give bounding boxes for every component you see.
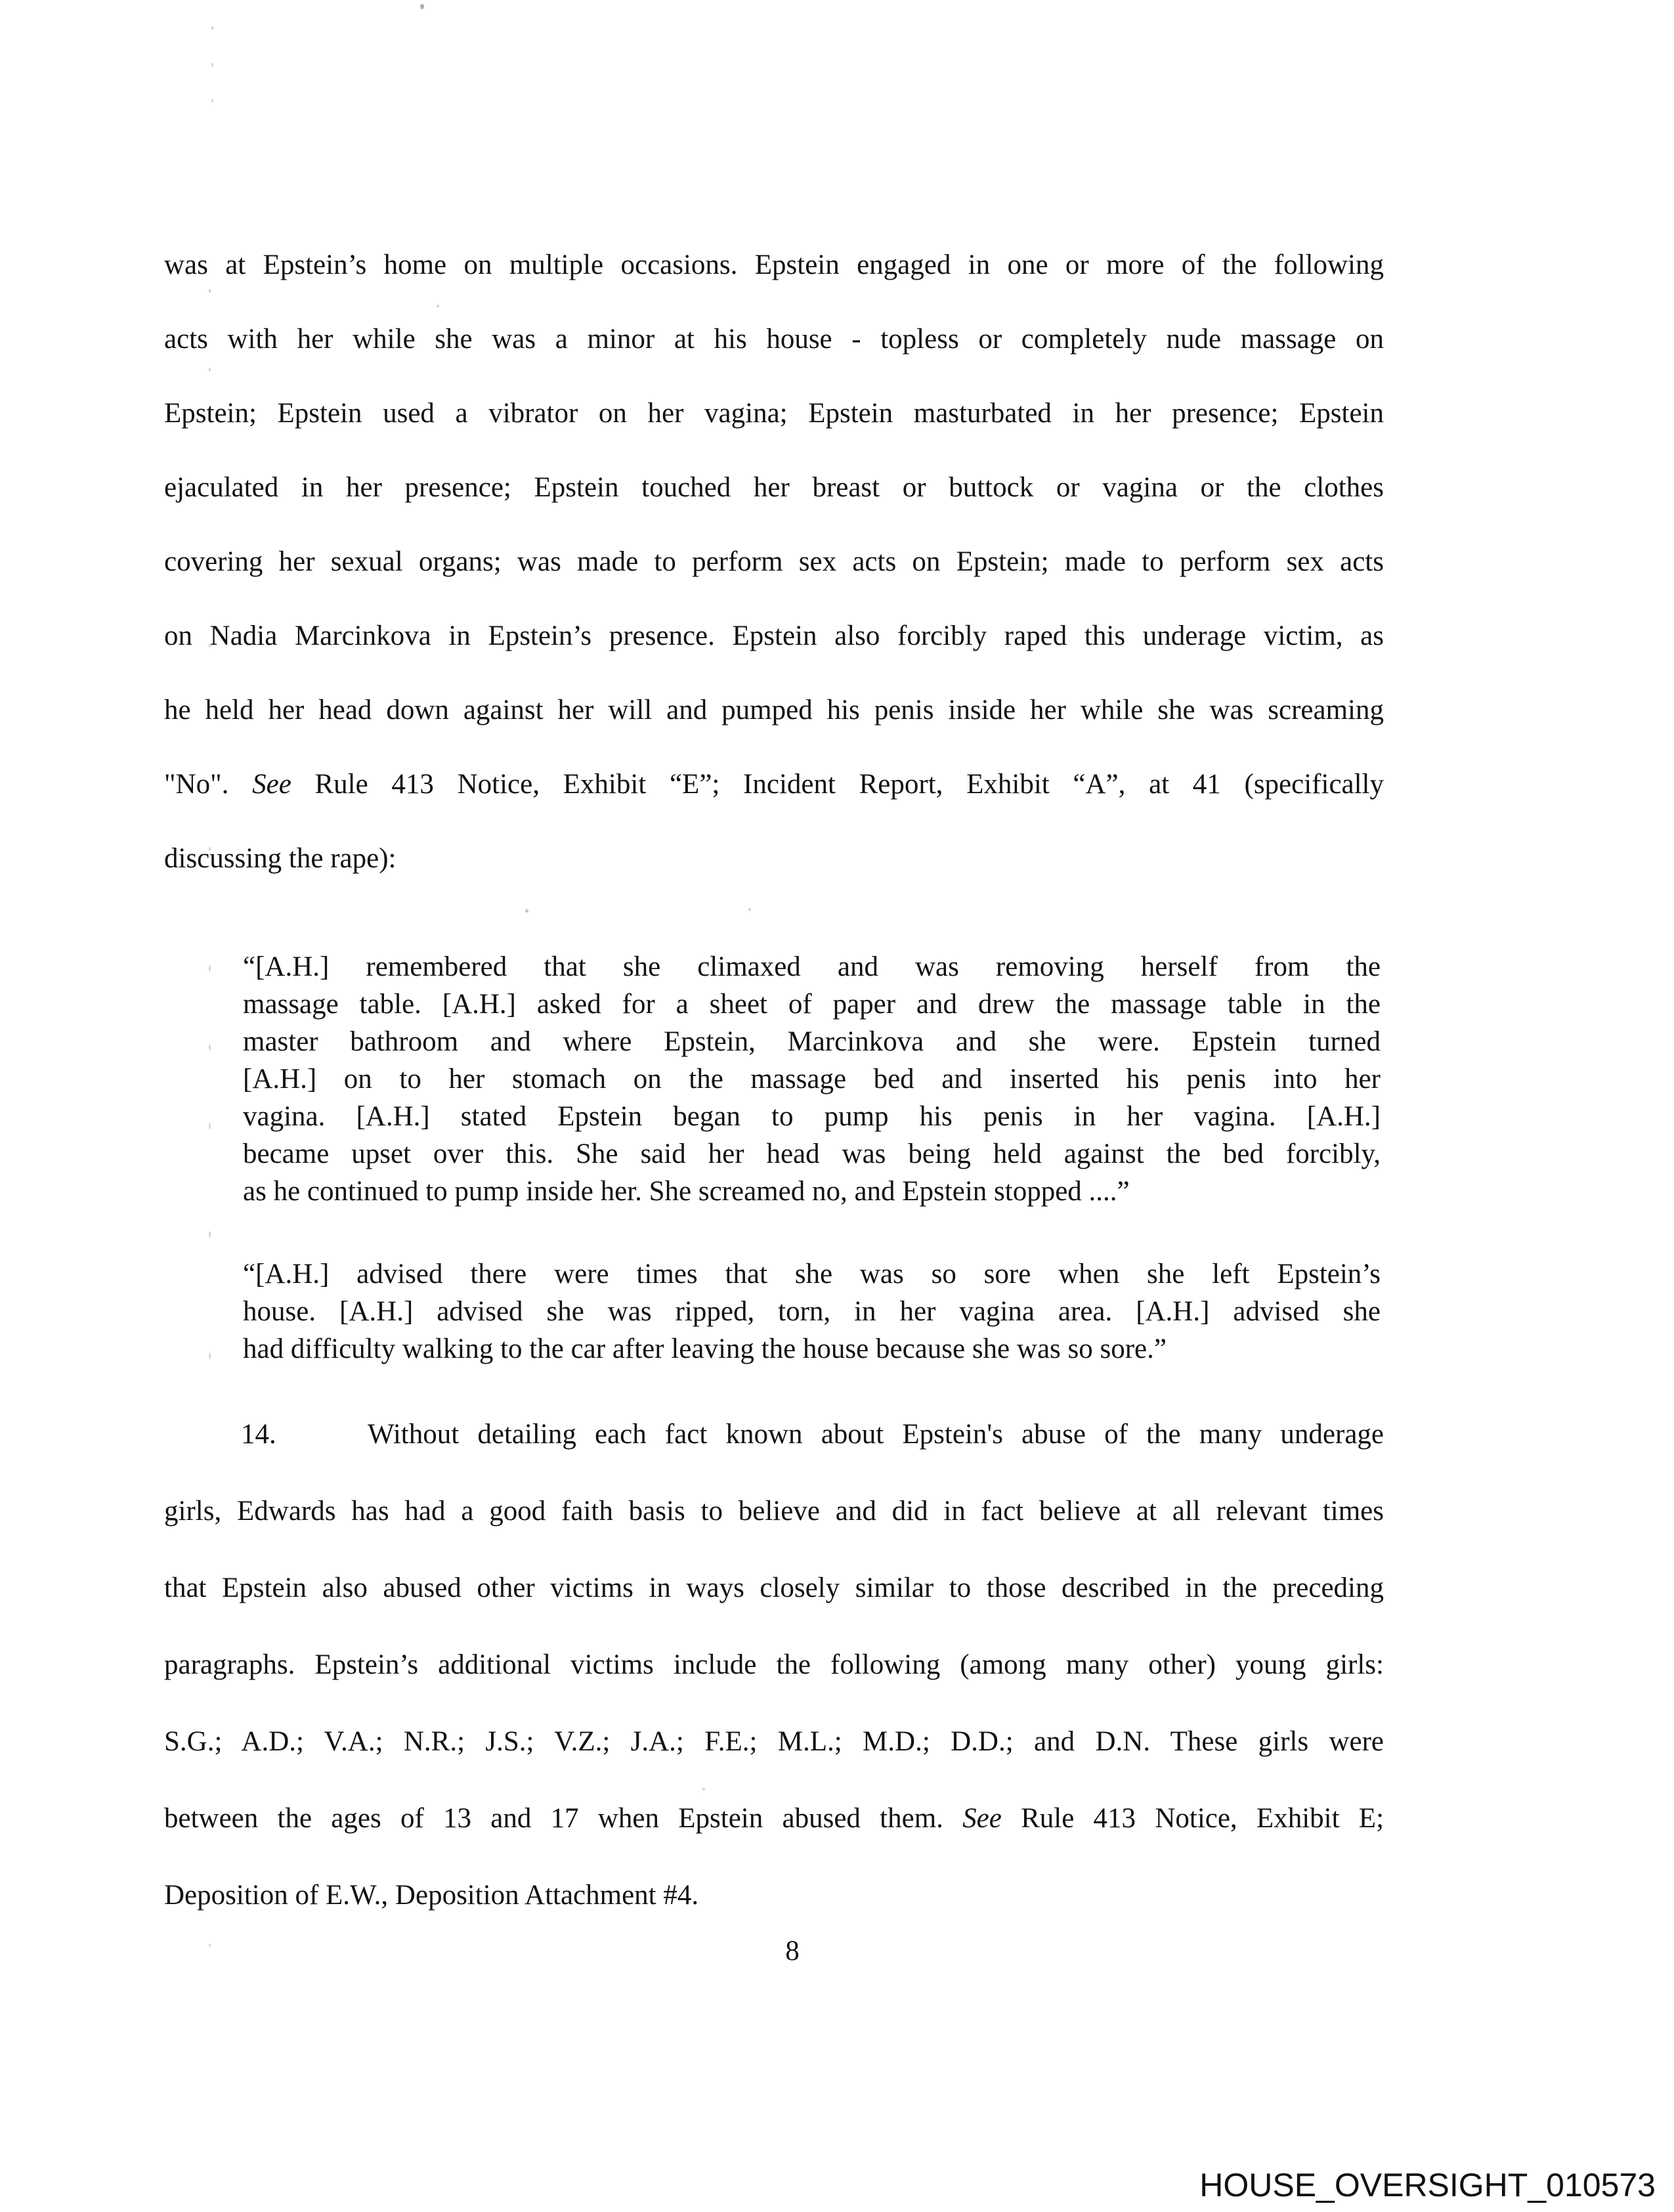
quote-line: “[A.H.] remembered that she climaxed and was removing herself from the [243, 951, 1381, 982]
text-line: he held her head down against her will and pumped his penis inside her while she was screaming [164, 695, 1384, 726]
page-number: 8 [785, 1936, 800, 1966]
quote-line: house. [A.H.] advised she was ripped, torn, in her vagina area. [A.H.] advised she [243, 1296, 1381, 1327]
citation-line [164, 747, 1384, 821]
scan-artifact [209, 965, 211, 972]
quote-line: had difficulty walking to the car after leaving the house because she was so sore.” [243, 1334, 1167, 1364]
paragraph-14-first-line [164, 1396, 1384, 1473]
text-line: on Nadia Marcinkova in Epstein’s presence. Epstein also forcibly raped this underage victim, as [164, 620, 1384, 651]
scan-artifact [211, 62, 213, 67]
text-line: discussing the rape): [164, 843, 397, 874]
scan-artifact [209, 1231, 211, 1238]
scan-artifact [211, 98, 213, 102]
blockquote-incident-report-1 [243, 948, 1381, 1210]
text-line: girls, Edwards has had a good faith basis to believe and did in fact believe at all relevant times [164, 1496, 1384, 1527]
text-line: Deposition of E.W., Deposition Attachment #4. [164, 1880, 699, 1911]
citation-rest: Rule 413 Notice, Exhibit E; [1021, 1803, 1384, 1834]
scan-artifact [209, 1123, 211, 1129]
text-line: covering her sexual organs; was made to perform sex acts on Epstein; made to perform sex acts [164, 546, 1384, 577]
scan-artifact [209, 1353, 211, 1359]
citation-line [164, 1780, 1384, 1857]
scan-artifact [420, 4, 424, 9]
citation-prefix: between the ages of 13 and 17 when Epstein abused them. [164, 1803, 943, 1834]
scan-artifact [209, 1044, 211, 1051]
paragraph-14 [164, 1396, 1384, 1934]
continuation-paragraph [164, 228, 1384, 896]
scan-artifact [209, 289, 211, 293]
text-line: ejaculated in her presence; Epstein touched her breast or buttock or vagina or the clothes [164, 472, 1384, 503]
scan-artifact [748, 908, 751, 911]
quote-line: massage table. [A.H.] asked for a sheet of paper and drew the massage table in the [243, 989, 1381, 1020]
quote-line: [A.H.] on to her stomach on the massage bed and inserted his penis into her [243, 1064, 1381, 1095]
scan-artifact [525, 909, 528, 913]
text-line: S.G.; A.D.; V.A.; N.R.; J.S.; V.Z.; J.A.; F.E.; M.L.; M.D.; D.D.; and D.N. These girls were [164, 1726, 1384, 1757]
scan-artifact [702, 1788, 705, 1790]
scan-artifact [209, 1943, 211, 1947]
blockquote-incident-report-2 [243, 1255, 1381, 1368]
text-line: Epstein; Epstein used a vibrator on her vagina; Epstein masturbated in her presence; Epstein [164, 398, 1384, 429]
text-line: Without detailing each fact known about Epstein's abuse of the many underage [368, 1419, 1384, 1450]
scan-artifact [211, 26, 213, 30]
quote-line: vagina. [A.H.] stated Epstein began to pump his penis in her vagina. [A.H.] [243, 1101, 1381, 1132]
quote-line: as he continued to pump inside her. She screamed no, and Epstein stopped ....” [243, 1176, 1130, 1207]
quote-line: became upset over this. She said her head was being held against the bed forcibly, [243, 1139, 1381, 1169]
citation-prefix: "No". [164, 769, 229, 800]
text-line: that Epstein also abused other victims in ways closely similar to those described in the preceding [164, 1572, 1384, 1603]
see-italic: See [962, 1803, 1002, 1834]
quote-line: master bathroom and where Epstein, Marcinkova and she were. Epstein turned [243, 1026, 1381, 1057]
text-line: acts with her while she was a minor at his house - topless or completely nude massage on [164, 324, 1384, 355]
citation-rest: Rule 413 Notice, Exhibit “E”; Incident Report, Exhibit “A”, at 41 (specifically [314, 769, 1384, 800]
scan-artifact [437, 305, 439, 307]
quote-line: “[A.H.] advised there were times that she was so sore when she left Epstein’s [243, 1259, 1381, 1290]
text-line: was at Epstein’s home on multiple occasions. Epstein engaged in one or more of the following [164, 249, 1384, 280]
text-line: paragraphs. Epstein’s additional victims include the following (among many other) young girls: [164, 1649, 1384, 1680]
bates-stamp: HOUSE_OVERSIGHT_010573 [1199, 2167, 1656, 2203]
scan-artifact [209, 847, 211, 851]
see-italic: See [252, 769, 291, 800]
scan-artifact [209, 643, 211, 647]
scan-artifact [209, 1517, 211, 1521]
scan-artifact [209, 368, 211, 372]
paragraph-number: 14. [241, 1419, 276, 1450]
